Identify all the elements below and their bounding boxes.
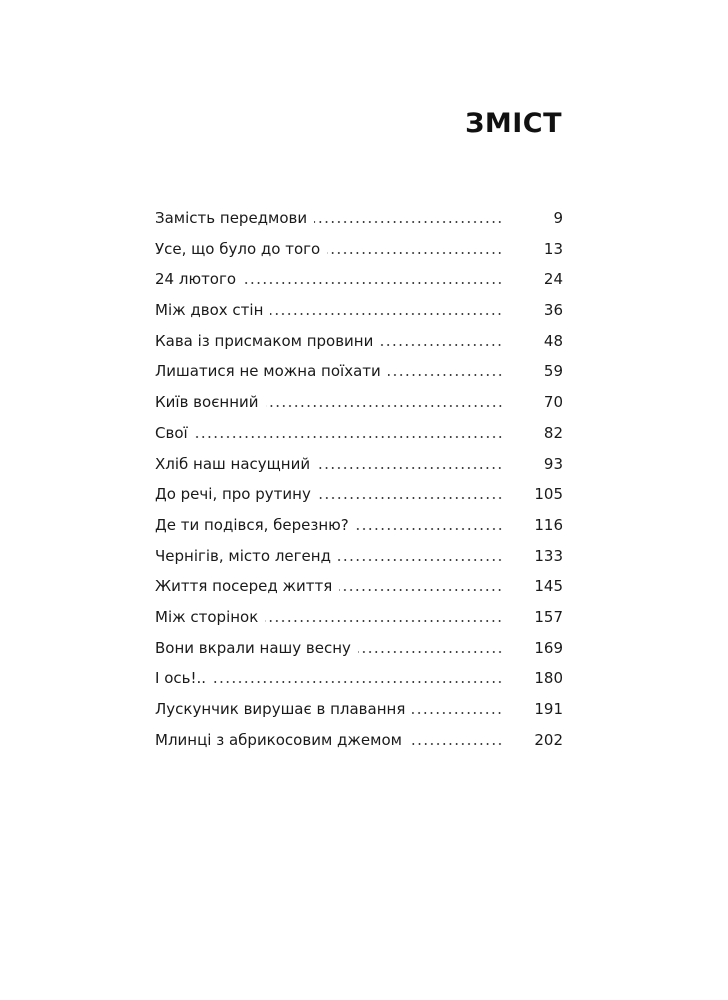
dot-leader xyxy=(320,241,527,255)
dot-leader xyxy=(259,394,527,408)
toc-entry-title: І ось!.. xyxy=(155,669,207,688)
toc-entry-title: Чернігів, місто легенд xyxy=(155,546,331,565)
dot-leader xyxy=(332,578,527,592)
dot-leader xyxy=(236,271,527,285)
toc-entry[interactable] xyxy=(155,239,563,270)
toc-entry-title: Замість передмови xyxy=(155,209,308,227)
dot-leader xyxy=(258,609,527,623)
toc-entry-title: До речі, про рутину xyxy=(155,485,311,504)
toc-entry[interactable] xyxy=(155,699,563,730)
dot-leader xyxy=(331,548,527,562)
toc-entry-page: 24 xyxy=(543,270,563,289)
toc-entry-page: 48 xyxy=(543,331,563,350)
table-of-contents xyxy=(155,208,563,760)
toc-entry-title: Лускунчик вирушає в плавання xyxy=(155,700,406,718)
dot-leader xyxy=(405,701,527,715)
dot-leader xyxy=(188,425,527,439)
page-title: ЗМІСТ xyxy=(465,108,562,140)
toc-entry[interactable] xyxy=(155,484,563,515)
toc-entry-page: 116 xyxy=(534,515,563,534)
toc-entry-page: 82 xyxy=(543,423,563,442)
toc-entry[interactable] xyxy=(155,208,563,239)
toc-entry[interactable] xyxy=(155,515,563,546)
dot-leader xyxy=(381,363,527,377)
toc-entry-title: Свої xyxy=(155,423,188,442)
dot-leader xyxy=(351,640,527,654)
toc-entry-title: Хліб наш насущний xyxy=(155,454,311,473)
toc-entry-title: Млинці з абрикосовим джемом xyxy=(155,730,402,749)
toc-entry-page: 169 xyxy=(534,638,563,657)
toc-entry-title: 24 лютого xyxy=(155,270,237,289)
toc-entry-title: Кава із присмаком провини xyxy=(155,331,374,350)
toc-entry-title: Де ти подівся, березню? xyxy=(155,515,349,534)
toc-entry-page: 9 xyxy=(553,209,563,227)
toc-entry-title: Лишатися не можна поїхати xyxy=(155,362,381,381)
toc-entry-page: 13 xyxy=(543,239,563,258)
toc-entry[interactable] xyxy=(155,730,563,761)
toc-entry-page: 157 xyxy=(534,607,563,626)
toc-entry-page: 180 xyxy=(534,669,563,688)
toc-entry[interactable] xyxy=(155,454,563,485)
toc-entry-title: Київ воєнний xyxy=(155,393,259,412)
toc-entry[interactable] xyxy=(155,269,563,300)
toc-entry[interactable] xyxy=(155,300,563,331)
dot-leader xyxy=(206,670,527,684)
toc-entry-page: 93 xyxy=(543,454,563,473)
dot-leader xyxy=(263,302,527,316)
toc-entry[interactable] xyxy=(155,638,563,669)
toc-entry-page: 133 xyxy=(534,546,563,565)
toc-entry[interactable] xyxy=(155,361,563,392)
toc-entry[interactable] xyxy=(155,576,563,607)
toc-entry[interactable] xyxy=(155,331,563,362)
dot-leader xyxy=(311,486,527,500)
toc-entry-title: Вони вкрали нашу весну xyxy=(155,638,351,657)
dot-leader xyxy=(373,333,527,347)
toc-entry-page: 202 xyxy=(534,730,563,749)
toc-entry-title: Між сторінок xyxy=(155,607,259,626)
toc-entry[interactable] xyxy=(155,668,563,699)
toc-entry-title: Життя посеред життя xyxy=(155,577,333,596)
toc-entry-page: 105 xyxy=(534,485,563,504)
dot-leader xyxy=(402,732,527,746)
dot-leader xyxy=(307,210,527,224)
toc-entry[interactable] xyxy=(155,423,563,454)
toc-entry-page: 145 xyxy=(534,577,563,596)
toc-entry-page: 191 xyxy=(534,700,563,718)
toc-entry[interactable] xyxy=(155,392,563,423)
toc-entry[interactable] xyxy=(155,607,563,638)
toc-entry-page: 36 xyxy=(543,301,563,320)
toc-entry-title: Усе, що було до того xyxy=(155,239,321,258)
toc-entry-page: 70 xyxy=(543,393,563,412)
dot-leader xyxy=(310,456,527,470)
dot-leader xyxy=(349,517,527,531)
toc-entry-title: Між двох стін xyxy=(155,301,264,320)
toc-entry[interactable] xyxy=(155,546,563,577)
toc-entry-page: 59 xyxy=(543,362,563,381)
